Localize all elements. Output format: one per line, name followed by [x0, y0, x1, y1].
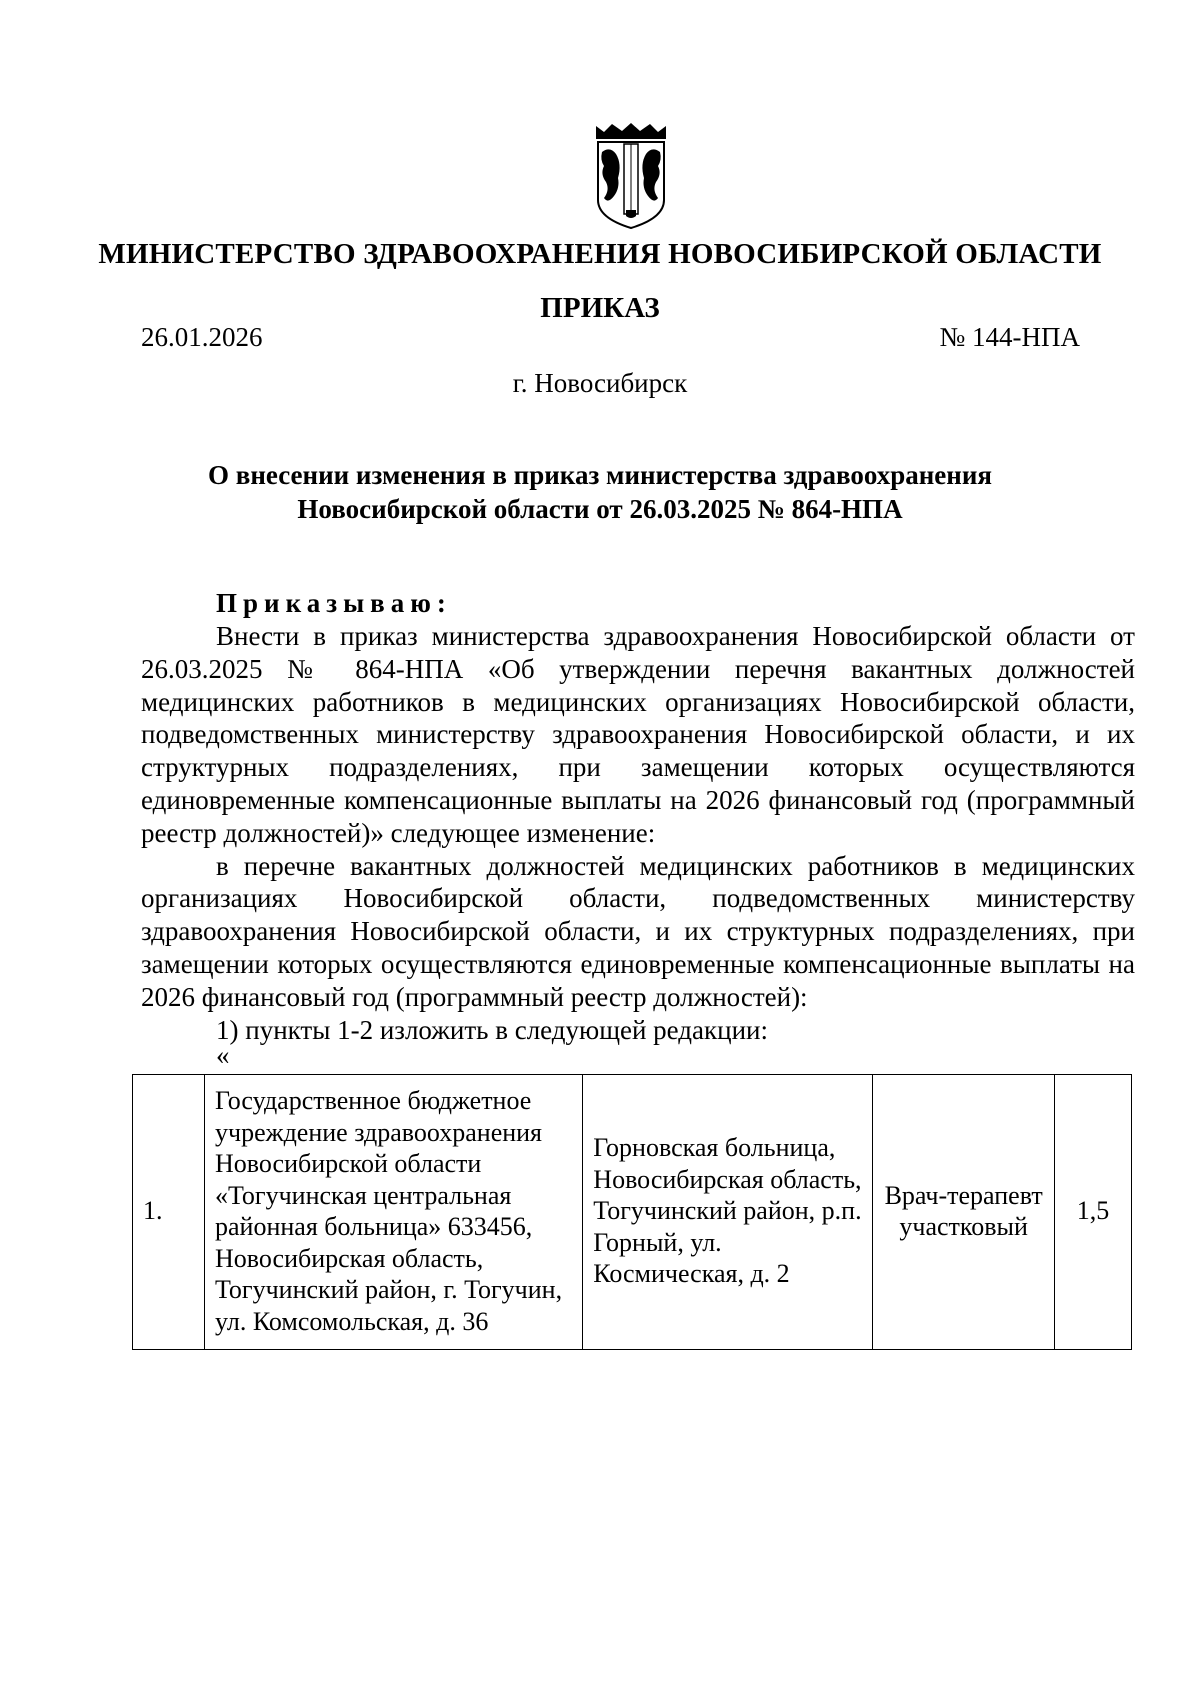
opening-quote: « [216, 1040, 230, 1070]
body-paragraph: 1) пункты 1-2 изложить в следующей редакции: [216, 1014, 768, 1045]
cell-address: Горновская больница, Новосибирская область, Тогучинский район, р.п. Горный, ул. Космическая, д. 2 [583, 1075, 873, 1350]
cell-rate: 1,5 [1054, 1075, 1131, 1350]
body-paragraph: в перечне вакантных должностей медицинских работников в медицинских организациях Новосибирской области, подведомственных министерству здравоохранения Новосибирской области, и их структурных подразделениях, при замещении которых осуществляются единовременные компенсационные выплаты на 2026 финансовый год (программный реестр должностей): [141, 850, 1135, 1012]
order-word: Приказываю: [216, 588, 452, 618]
document-type: ПРИКАЗ [540, 292, 660, 324]
document-number: № 144-НПА [939, 322, 1080, 352]
body-paragraph: Внести в приказ министерства здравоохранения Новосибирской области от 26.03.2025 № 864-НПА «Об утверждении перечня вакантных должностей медицинских работников в медицинских организациях Новосибирской области, подведомственных министерству здравоохранения Новосибирской области, и их структурных подразделениях, при замещении которых осуществляются единовременные компенсационные выплаты на 2026 финансовый год (программный реестр должностей)» следующее изменение: [141, 621, 1135, 848]
document-subject: О внесении изменения в приказ министерства здравоохранения Новосибирской области от 26.03.2025 № 864-НПА [208, 460, 992, 524]
table-row [133, 1075, 1132, 1350]
cell-number: 1. [133, 1075, 205, 1350]
ministry-name: МИНИСТЕРСТВО ЗДРАВООХРАНЕНИЯ НОВОСИБИРСКОЙ ОБЛАСТИ [98, 238, 1102, 270]
document-date: 26.01.2026 [141, 322, 263, 352]
coat-of-arms-icon [588, 122, 674, 230]
cell-position: Врач-терапевт участковый [873, 1075, 1055, 1350]
document-body [141, 620, 1135, 1046]
document-city: г. Новосибирск [512, 368, 688, 398]
cell-organization: Государственное бюджетное учреждение здравоохранения Новосибирской области «Тогучинская центральная районная больница» 633456, Новосибирская область, Тогучинский район, г. Тогучин, ул. Комсомольская, д. 36 [205, 1075, 583, 1350]
registry-table [132, 1074, 1132, 1350]
